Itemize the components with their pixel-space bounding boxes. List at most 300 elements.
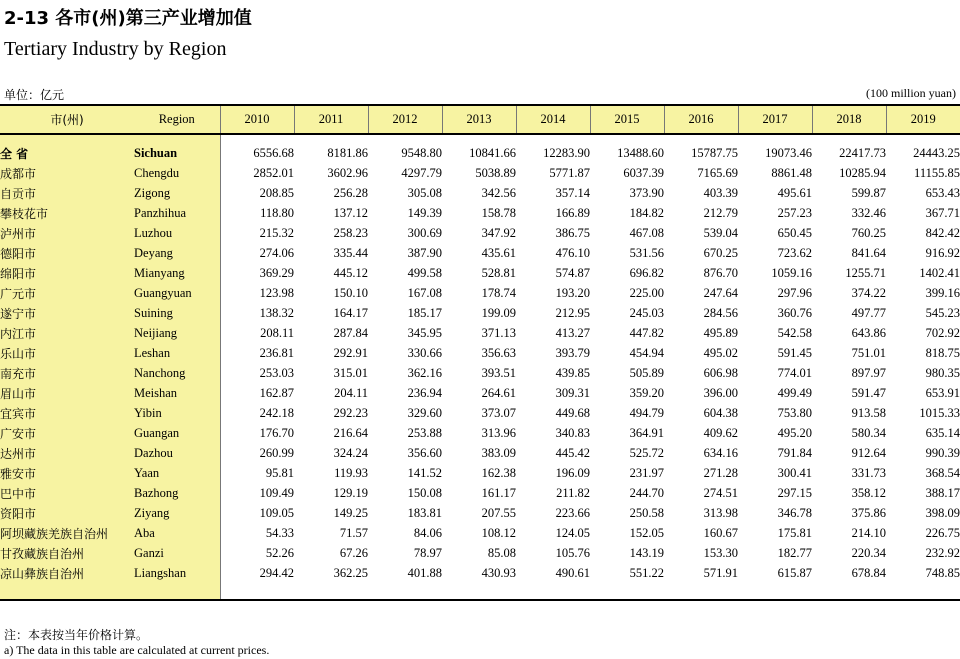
value-cell: 315.01 xyxy=(333,365,368,380)
value-cell: 10285.94 xyxy=(839,165,886,180)
value-cell: 137.12 xyxy=(333,205,368,220)
spacer-cell xyxy=(812,134,886,143)
pad-cell xyxy=(516,583,590,600)
total-row xyxy=(0,143,960,163)
value-cell: 118.80 xyxy=(260,205,294,220)
table-row xyxy=(0,243,960,263)
value-cell: 129.19 xyxy=(333,485,368,500)
value-cell: 258.23 xyxy=(333,225,368,240)
value-cell: 232.92 xyxy=(925,545,960,560)
value-cell: 153.30 xyxy=(703,545,738,560)
value-cell: 105.76 xyxy=(555,545,590,560)
value-cell: 495.02 xyxy=(703,345,738,360)
value-cell: 545.23 xyxy=(925,305,960,320)
region-name-cn: 宜宾市 xyxy=(0,403,134,423)
value-cell: 1059.16 xyxy=(771,265,812,280)
value-cell: 184.82 xyxy=(629,205,664,220)
value-cell: 356.60 xyxy=(407,445,442,460)
region-name-cn: 甘孜藏族自治州 xyxy=(0,543,134,563)
region-name-en: Deyang xyxy=(134,243,220,263)
value-cell: 162.38 xyxy=(481,465,516,480)
value-cell: 245.03 xyxy=(629,305,664,320)
value-cell: 751.01 xyxy=(851,345,886,360)
table-row xyxy=(0,403,960,423)
region-name-cn: 广元市 xyxy=(0,283,134,303)
region-name-cn: 资阳市 xyxy=(0,503,134,523)
spacer-cell xyxy=(886,134,960,143)
value-cell: 250.58 xyxy=(629,505,664,520)
value-cell: 5038.89 xyxy=(475,165,516,180)
value-cell: 220.34 xyxy=(851,545,886,560)
value-cell: 574.87 xyxy=(555,265,590,280)
region-name-en: Leshan xyxy=(134,343,220,363)
region-name-en: Bazhong xyxy=(134,483,220,503)
value-cell: 78.97 xyxy=(413,545,442,560)
value-cell: 260.99 xyxy=(259,445,294,460)
value-cell: 449.68 xyxy=(555,405,590,420)
spacer-cell xyxy=(294,134,368,143)
header-row xyxy=(0,105,960,134)
value-cell: 223.66 xyxy=(555,505,590,520)
value-cell: 236.81 xyxy=(259,345,294,360)
header-year: 2019 xyxy=(886,105,960,134)
value-cell: 257.23 xyxy=(777,205,812,220)
value-cell: 182.77 xyxy=(777,545,812,560)
value-cell: 495.20 xyxy=(777,425,812,440)
value-cell: 108.12 xyxy=(481,525,516,540)
region-name-cn: 雅安市 xyxy=(0,463,134,483)
value-cell: 67.26 xyxy=(339,545,368,560)
value-cell: 85.08 xyxy=(487,545,516,560)
value-cell: 297.15 xyxy=(777,485,812,500)
value-cell: 271.28 xyxy=(703,465,738,480)
value-cell: 980.35 xyxy=(925,365,960,380)
header-year: 2014 xyxy=(516,105,590,134)
unit-label-cn: 单位：亿元 xyxy=(4,88,65,102)
value-cell: 362.16 xyxy=(407,365,442,380)
region-name-en: Aba xyxy=(134,523,220,543)
value-cell: 409.62 xyxy=(703,425,738,440)
value-cell: 150.08 xyxy=(407,485,442,500)
value-cell: 193.20 xyxy=(555,285,590,300)
region-name-cn: 眉山市 xyxy=(0,383,134,403)
pad-cell xyxy=(220,583,294,600)
spacer-cell xyxy=(368,134,442,143)
value-cell: 3602.96 xyxy=(327,165,368,180)
value-cell: 347.92 xyxy=(481,225,516,240)
value-cell: 499.49 xyxy=(777,385,812,400)
value-cell: 143.19 xyxy=(629,545,664,560)
value-cell: 650.45 xyxy=(777,225,812,240)
value-cell: 445.42 xyxy=(555,445,590,460)
region-name-cn: 乐山市 xyxy=(0,343,134,363)
value-cell: 152.05 xyxy=(629,525,664,540)
value-cell: 340.83 xyxy=(555,425,590,440)
value-cell: 185.17 xyxy=(407,305,442,320)
value-cell: 216.64 xyxy=(333,425,368,440)
value-cell: 329.60 xyxy=(407,405,442,420)
value-cell: 356.63 xyxy=(481,345,516,360)
value-cell: 215.32 xyxy=(259,225,294,240)
region-name-en: Guangyuan xyxy=(134,283,220,303)
value-cell: 313.98 xyxy=(703,505,738,520)
region-name-cn: 成都市 xyxy=(0,163,134,183)
value-cell: 367.71 xyxy=(925,205,960,220)
pad-cell xyxy=(886,583,960,600)
value-cell: 362.25 xyxy=(333,565,368,580)
table-row xyxy=(0,323,960,343)
value-cell: 430.93 xyxy=(481,565,516,580)
value-cell: 10841.66 xyxy=(469,145,516,160)
value-cell: 375.86 xyxy=(851,505,886,520)
table-row xyxy=(0,543,960,563)
spacer-cell xyxy=(590,134,664,143)
value-cell: 324.24 xyxy=(333,445,368,460)
value-cell: 876.70 xyxy=(703,265,738,280)
region-name-en: Chengdu xyxy=(134,163,220,183)
value-cell: 599.87 xyxy=(851,185,886,200)
region-name-en: Ganzi xyxy=(134,543,220,563)
value-cell: 6556.68 xyxy=(253,145,294,160)
value-cell: 199.09 xyxy=(481,305,516,320)
pad-cell xyxy=(738,583,812,600)
region-name-cn: 绵阳市 xyxy=(0,263,134,283)
bottom-pad-row xyxy=(0,583,960,600)
value-cell: 495.61 xyxy=(777,185,812,200)
region-name-en: Ziyang xyxy=(134,503,220,523)
value-cell: 723.62 xyxy=(777,245,812,260)
value-cell: 841.64 xyxy=(851,245,886,260)
pad-cell xyxy=(134,583,220,600)
value-cell: 196.09 xyxy=(555,465,590,480)
value-cell: 183.81 xyxy=(407,505,442,520)
value-cell: 1015.33 xyxy=(919,405,960,420)
value-cell: 399.16 xyxy=(925,285,960,300)
value-cell: 167.08 xyxy=(407,285,442,300)
region-name-en: Nanchong xyxy=(134,363,220,383)
value-cell: 531.56 xyxy=(629,245,664,260)
header-year: 2017 xyxy=(738,105,812,134)
region-name-en: Panzhihua xyxy=(134,203,220,223)
value-cell: 8181.86 xyxy=(327,145,368,160)
value-cell: 702.92 xyxy=(925,325,960,340)
spacer-cell xyxy=(664,134,738,143)
value-cell: 331.73 xyxy=(851,465,886,480)
value-cell: 346.78 xyxy=(777,505,812,520)
table-row xyxy=(0,183,960,203)
value-cell: 236.94 xyxy=(407,385,442,400)
value-cell: 912.64 xyxy=(851,445,886,460)
value-cell: 226.75 xyxy=(925,525,960,540)
region-name-cn: 攀枝花市 xyxy=(0,203,134,223)
region-name-cn: 泸州市 xyxy=(0,223,134,243)
value-cell: 123.98 xyxy=(259,285,294,300)
value-cell: 580.34 xyxy=(851,425,886,440)
value-cell: 24443.25 xyxy=(913,145,960,160)
value-cell: 274.51 xyxy=(703,485,738,500)
value-cell: 8861.48 xyxy=(771,165,812,180)
header-year: 2013 xyxy=(442,105,516,134)
value-cell: 383.09 xyxy=(481,445,516,460)
value-cell: 499.58 xyxy=(407,265,442,280)
region-name-en: Suining xyxy=(134,303,220,323)
value-cell: 247.64 xyxy=(703,285,738,300)
pad-cell xyxy=(368,583,442,600)
value-cell: 207.55 xyxy=(481,505,516,520)
value-cell: 653.43 xyxy=(925,185,960,200)
value-cell: 124.05 xyxy=(555,525,590,540)
region-name-cn: 遂宁市 xyxy=(0,303,134,323)
table-row xyxy=(0,223,960,243)
value-cell: 176.70 xyxy=(259,425,294,440)
value-cell: 9548.80 xyxy=(401,145,442,160)
value-cell: 162.87 xyxy=(259,385,294,400)
value-cell: 386.75 xyxy=(555,225,590,240)
value-cell: 1255.71 xyxy=(845,265,886,280)
value-cell: 604.38 xyxy=(703,405,738,420)
value-cell: 264.61 xyxy=(481,385,516,400)
table-row xyxy=(0,563,960,583)
value-cell: 313.96 xyxy=(481,425,516,440)
value-cell: 242.18 xyxy=(259,405,294,420)
region-name-cn: 达州市 xyxy=(0,443,134,463)
region-name-en: Yaan xyxy=(134,463,220,483)
header-year: 2015 xyxy=(590,105,664,134)
value-cell: 54.33 xyxy=(265,525,294,540)
spacer-cell xyxy=(442,134,516,143)
data-table xyxy=(0,104,960,601)
header-year: 2018 xyxy=(812,105,886,134)
value-cell: 494.79 xyxy=(629,405,664,420)
table-row xyxy=(0,483,960,503)
spacer-cell xyxy=(220,134,294,143)
value-cell: 71.57 xyxy=(339,525,368,540)
value-cell: 253.88 xyxy=(407,425,442,440)
value-cell: 175.81 xyxy=(777,525,812,540)
value-cell: 309.31 xyxy=(555,385,590,400)
pad-cell xyxy=(294,583,368,600)
value-cell: 357.14 xyxy=(555,185,590,200)
value-cell: 342.56 xyxy=(481,185,516,200)
footnote-cn: 注：本表按当年价格计算。 xyxy=(4,628,149,642)
value-cell: 335.44 xyxy=(333,245,368,260)
region-name-en: Liangshan xyxy=(134,563,220,583)
value-cell: 109.49 xyxy=(259,485,294,500)
value-cell: 166.89 xyxy=(555,205,590,220)
value-cell: 495.89 xyxy=(703,325,738,340)
value-cell: 364.91 xyxy=(629,425,664,440)
region-name-en: Yibin xyxy=(134,403,220,423)
value-cell: 467.08 xyxy=(629,225,664,240)
value-cell: 158.78 xyxy=(481,205,516,220)
value-cell: 539.04 xyxy=(703,225,738,240)
value-cell: 615.87 xyxy=(777,565,812,580)
region-name-cn: 巴中市 xyxy=(0,483,134,503)
value-cell: 4297.79 xyxy=(401,165,442,180)
table-row xyxy=(0,423,960,443)
value-cell: 212.79 xyxy=(703,205,738,220)
value-cell: 445.12 xyxy=(333,265,368,280)
value-cell: 696.82 xyxy=(629,265,664,280)
region-name-en: Luzhou xyxy=(134,223,220,243)
value-cell: 359.20 xyxy=(629,385,664,400)
value-cell: 791.84 xyxy=(777,445,812,460)
value-cell: 22417.73 xyxy=(839,145,886,160)
region-name-en: Zigong xyxy=(134,183,220,203)
region-name-en: Meishan xyxy=(134,383,220,403)
value-cell: 141.52 xyxy=(407,465,442,480)
table-row xyxy=(0,343,960,363)
value-cell: 161.17 xyxy=(481,485,516,500)
region-name-cn: 内江市 xyxy=(0,323,134,343)
spacer-cell xyxy=(134,134,220,143)
value-cell: 360.76 xyxy=(777,305,812,320)
value-cell: 403.39 xyxy=(703,185,738,200)
value-cell: 990.39 xyxy=(925,445,960,460)
value-cell: 297.96 xyxy=(777,285,812,300)
header-year: 2010 xyxy=(220,105,294,134)
value-cell: 818.75 xyxy=(925,345,960,360)
pad-cell xyxy=(0,583,134,600)
value-cell: 292.91 xyxy=(333,345,368,360)
spacer-cell xyxy=(0,134,134,143)
value-cell: 606.98 xyxy=(703,365,738,380)
value-cell: 2852.01 xyxy=(253,165,294,180)
value-cell: 774.01 xyxy=(777,365,812,380)
value-cell: 571.91 xyxy=(703,565,738,580)
value-cell: 305.08 xyxy=(407,185,442,200)
region-name-cn: 阿坝藏族羌族自治州 xyxy=(0,523,134,543)
value-cell: 212.95 xyxy=(555,305,590,320)
page-title-en: Tertiary Industry by Region xyxy=(4,38,227,60)
value-cell: 374.22 xyxy=(851,285,886,300)
value-cell: 528.81 xyxy=(481,265,516,280)
value-cell: 294.42 xyxy=(259,565,294,580)
value-cell: 164.17 xyxy=(333,305,368,320)
value-cell: 387.90 xyxy=(407,245,442,260)
table-row xyxy=(0,443,960,463)
value-cell: 138.32 xyxy=(259,305,294,320)
value-cell: 211.82 xyxy=(556,485,590,500)
pad-cell xyxy=(442,583,516,600)
value-cell: 287.84 xyxy=(333,325,368,340)
value-cell: 12283.90 xyxy=(543,145,590,160)
value-cell: 284.56 xyxy=(703,305,738,320)
value-cell: 358.12 xyxy=(851,485,886,500)
value-cell: 439.85 xyxy=(555,365,590,380)
table-row xyxy=(0,263,960,283)
value-cell: 160.67 xyxy=(703,525,738,540)
table-body xyxy=(0,134,960,600)
region-name-en: Guangan xyxy=(134,423,220,443)
value-cell: 6037.39 xyxy=(623,165,664,180)
region-name-cn: 凉山彝族自治州 xyxy=(0,563,134,583)
value-cell: 388.17 xyxy=(925,485,960,500)
value-cell: 52.26 xyxy=(265,545,294,560)
value-cell: 109.05 xyxy=(259,505,294,520)
value-cell: 225.00 xyxy=(629,285,664,300)
value-cell: 447.82 xyxy=(629,325,664,340)
value-cell: 11155.85 xyxy=(914,165,960,180)
table-row xyxy=(0,203,960,223)
value-cell: 551.22 xyxy=(629,565,664,580)
value-cell: 292.23 xyxy=(333,405,368,420)
value-cell: 634.16 xyxy=(703,445,738,460)
value-cell: 490.61 xyxy=(555,565,590,580)
region-name-en: Neijiang xyxy=(134,323,220,343)
table-row xyxy=(0,383,960,403)
value-cell: 7165.69 xyxy=(697,165,738,180)
table-row xyxy=(0,463,960,483)
value-cell: 345.95 xyxy=(407,325,442,340)
value-cell: 401.88 xyxy=(407,565,442,580)
unit-label-en: (100 million yuan) xyxy=(866,86,956,100)
value-cell: 244.70 xyxy=(629,485,664,500)
value-cell: 748.85 xyxy=(925,565,960,580)
value-cell: 5771.87 xyxy=(549,165,590,180)
value-cell: 643.86 xyxy=(851,325,886,340)
value-cell: 505.89 xyxy=(629,365,664,380)
value-cell: 398.09 xyxy=(925,505,960,520)
value-cell: 435.61 xyxy=(481,245,516,260)
region-name-cn: 全 省 xyxy=(0,143,134,163)
value-cell: 208.85 xyxy=(259,185,294,200)
value-cell: 371.13 xyxy=(481,325,516,340)
value-cell: 1402.41 xyxy=(919,265,960,280)
value-cell: 497.77 xyxy=(851,305,886,320)
value-cell: 913.58 xyxy=(851,405,886,420)
value-cell: 393.51 xyxy=(481,365,516,380)
value-cell: 13488.60 xyxy=(617,145,664,160)
value-cell: 760.25 xyxy=(851,225,886,240)
value-cell: 635.14 xyxy=(925,425,960,440)
table-row xyxy=(0,503,960,523)
table-row xyxy=(0,163,960,183)
header-region: Region xyxy=(134,105,220,134)
pad-cell xyxy=(664,583,738,600)
table-row xyxy=(0,283,960,303)
value-cell: 214.10 xyxy=(851,525,886,540)
footnote-en: a) The data in this table are calculated at current prices. xyxy=(4,643,270,657)
region-name-en: Dazhou xyxy=(134,443,220,463)
value-cell: 19073.46 xyxy=(765,145,812,160)
value-cell: 330.66 xyxy=(407,345,442,360)
header-city: 市(州) xyxy=(0,105,134,134)
region-name-en: Sichuan xyxy=(134,143,220,163)
value-cell: 393.79 xyxy=(555,345,590,360)
value-cell: 149.39 xyxy=(407,205,442,220)
table-row xyxy=(0,523,960,543)
value-cell: 150.10 xyxy=(333,285,368,300)
spacer-cell xyxy=(738,134,812,143)
spacer-cell xyxy=(516,134,590,143)
value-cell: 300.69 xyxy=(407,225,442,240)
value-cell: 95.81 xyxy=(265,465,294,480)
value-cell: 231.97 xyxy=(629,465,664,480)
value-cell: 591.45 xyxy=(777,345,812,360)
value-cell: 542.58 xyxy=(777,325,812,340)
value-cell: 178.74 xyxy=(481,285,516,300)
value-cell: 369.29 xyxy=(259,265,294,280)
header-year: 2012 xyxy=(368,105,442,134)
header-year: 2011 xyxy=(294,105,368,134)
value-cell: 368.54 xyxy=(925,465,960,480)
value-cell: 842.42 xyxy=(925,225,960,240)
region-name-cn: 自贡市 xyxy=(0,183,134,203)
value-cell: 678.84 xyxy=(851,565,886,580)
value-cell: 300.41 xyxy=(777,465,812,480)
value-cell: 525.72 xyxy=(629,445,664,460)
